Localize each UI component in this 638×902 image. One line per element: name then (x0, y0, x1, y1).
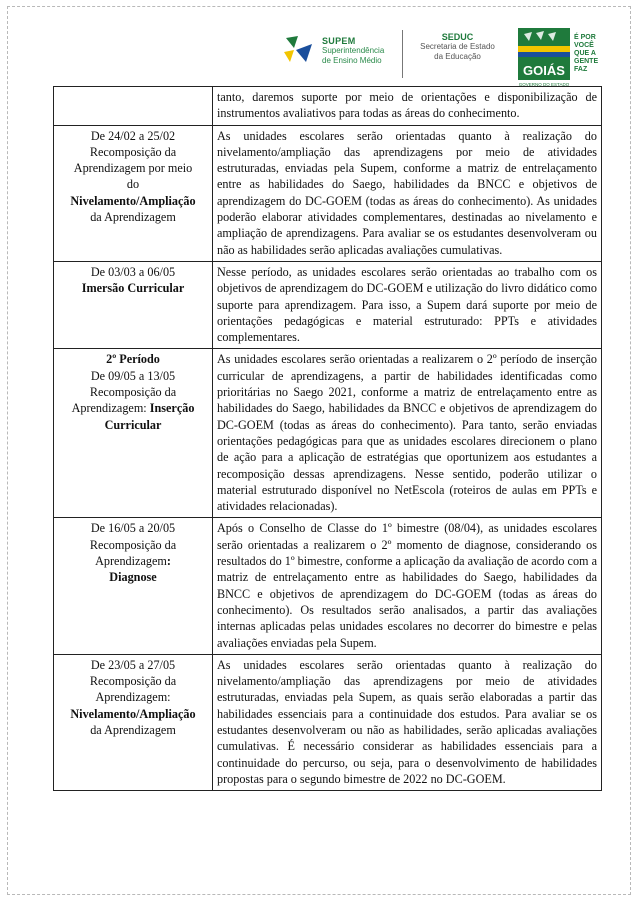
period-line: da Aprendizagem (90, 210, 176, 225)
supem-line1: Superintendência (322, 46, 385, 55)
period-cell (54, 518, 213, 654)
period-line: Recomposição da (89, 385, 177, 400)
period-line: De 16/05 a 20/05 (90, 521, 176, 536)
goias-name: GOIÁS (523, 63, 565, 78)
goias-slogan-4: GENTE (574, 58, 599, 65)
table-row (54, 518, 602, 654)
period-cell (54, 349, 213, 518)
period-line: Nivelamento/Ampliação (70, 706, 196, 721)
period-line: do (126, 177, 140, 192)
description-cell: tanto, daremos suporte por meio de orientações e disponibilização de instrumentos avaliativos para todas as áreas do conhecimento. (213, 87, 602, 126)
goias-logo (518, 28, 614, 88)
period-line: Diagnose (109, 570, 157, 585)
description-cell: As unidades escolares serão orientadas quanto à realização do nivelamento/ampliação das aprendizagens por meio de atividades estruturadas, enviadas pela Supem, as quais serão elaboradas a partir das habilidades essenciais para a continuidade dos estudos. Para avaliar se os estudantes desenvolveram ou não as habilidades, serão aplicadas avaliações cumulativas. É necessário considerar as habilidades essenciais para a continuidade do percurso, ou seja, para o desenvolvimento de habilidades propostas para o segundo bimestre de 2022 no DC-GOEM. (213, 654, 602, 790)
period-cell (54, 654, 213, 790)
period-line-emphasis: : (166, 554, 171, 569)
period-line-emphasis: Inserção (149, 401, 195, 416)
supem-acronym: SUPEM (322, 36, 356, 46)
period-line: Imersão Curricular (81, 281, 185, 296)
period-line: De 09/05 a 13/05 (90, 368, 176, 383)
goias-slogan-3: QUE A (574, 50, 596, 57)
period-cell (54, 261, 213, 348)
period-line: Aprendizagem: (95, 690, 171, 705)
supem-line2: de Ensino Médio (322, 56, 382, 65)
period-line: Aprendizagem: (95, 554, 171, 569)
period-line: da Aprendizagem (90, 722, 176, 737)
period-line: Recomposição da (89, 537, 177, 552)
description-cell: As unidades escolares serão orientadas a realizarem o 2º período de inserção curricular de aprendizagens, a partir de habilidades identificadas como prioritárias no Saego 2021, conforme a matriz de entrelaçamento entre as habilidades do Saego, habilidades da BNCC e objetivos de aprendizagem do DC-GOEM (todas as áreas do conhecimento). Para tanto, serão enviadas orientações pedagógicas para que as unidades escolares direcionem o plano de ação para a aplicação de estratégias que oportunizem aos estudantes a recomposição dessas aprendizagens. Nesse sentido, poderão utilizar o material estruturado disponível no NetEscola (roteiros de aulas em PPTs e atividades relacionadas). (213, 349, 602, 518)
period-line: Recomposição da (89, 144, 177, 159)
period-line: Recomposição da (89, 674, 177, 689)
period-cell (54, 87, 213, 126)
schedule-table (53, 86, 602, 791)
goias-footer: GOVERNO DO ESTADO (518, 82, 570, 87)
supem-logo (282, 32, 392, 84)
goias-slogan-2: VOCÊ (574, 42, 594, 49)
period-line: Aprendizagem por meio (73, 161, 193, 176)
period-line: De 03/03 a 06/05 (90, 264, 176, 279)
table-row (54, 87, 602, 126)
seduc-acronym: SEDUC (441, 32, 474, 42)
table-row (54, 125, 602, 261)
logo-divider (402, 30, 403, 78)
table-row (54, 261, 602, 348)
description-cell: Após o Conselho de Classe do 1º bimestre (08/04), as unidades escolares serão orientadas a realizarem o 2º momento de diagnose, considerando os resultados do 1º bimestre, conforme a aplicação da avaliação de acordo com a matriz de entrelaçamento entre as habilidades do Saego, habilidades da BNCC e objetivos de aprendizagem do DC-GOEM (todas as áreas do conhecimento). Os resultados serão analisados, a partir das avaliações internas aplicadas pelas unidades escolares no decorrer do bimestre e pelas avaliações enviadas pela Supem. (213, 518, 602, 654)
description-cell: As unidades escolares serão orientadas quanto à realização do nivelamento/ampliação das aprendizagens por meio de atividades estruturadas, enviadas pela Supem, conforme a matriz de entrelaçamento entre as habilidades do Saego, habilidades da BNCC e objetivos de aprendizagem do DC-GOEM (todas as áreas do conhecimento). As unidades poderão elaborar atividades complementares, destinadas ao nivelamento e ampliação de aprendizagens. Para avaliar se os estudantes desenvolveram ou não as habilidades serão aplicadas avaliações cumulativas. (213, 125, 602, 261)
table-row (54, 349, 602, 518)
period-cell (54, 125, 213, 261)
seduc-logo (410, 32, 505, 78)
period-line: De 23/05 a 27/05 (90, 657, 176, 672)
supem-mark-icon (282, 34, 316, 64)
period-line: Curricular (104, 417, 162, 432)
table-row (54, 654, 602, 790)
period-line: Aprendizagem: Inserção (71, 401, 195, 416)
period-line: 2º Período (106, 352, 160, 367)
description-cell: Nesse período, as unidades escolares serão orientadas ao trabalho com os objetivos de aprendizagem do DC-GOEM e utilização do livro didático como suporte para aprendizagem. Para isso, a Supem dará suporte por meio de orientações pedagógicas e material estruturado: PPTs e atividades complementares. (213, 261, 602, 348)
seduc-line2: da Educação (434, 52, 481, 61)
period-line: Nivelamento/Ampliação (70, 193, 196, 208)
seduc-line1: Secretaria de Estado (420, 42, 495, 51)
goias-slogan-1: É POR (574, 34, 596, 41)
period-line: De 24/02 a 25/02 (90, 128, 176, 143)
goias-slogan-5: FAZ (574, 66, 588, 73)
